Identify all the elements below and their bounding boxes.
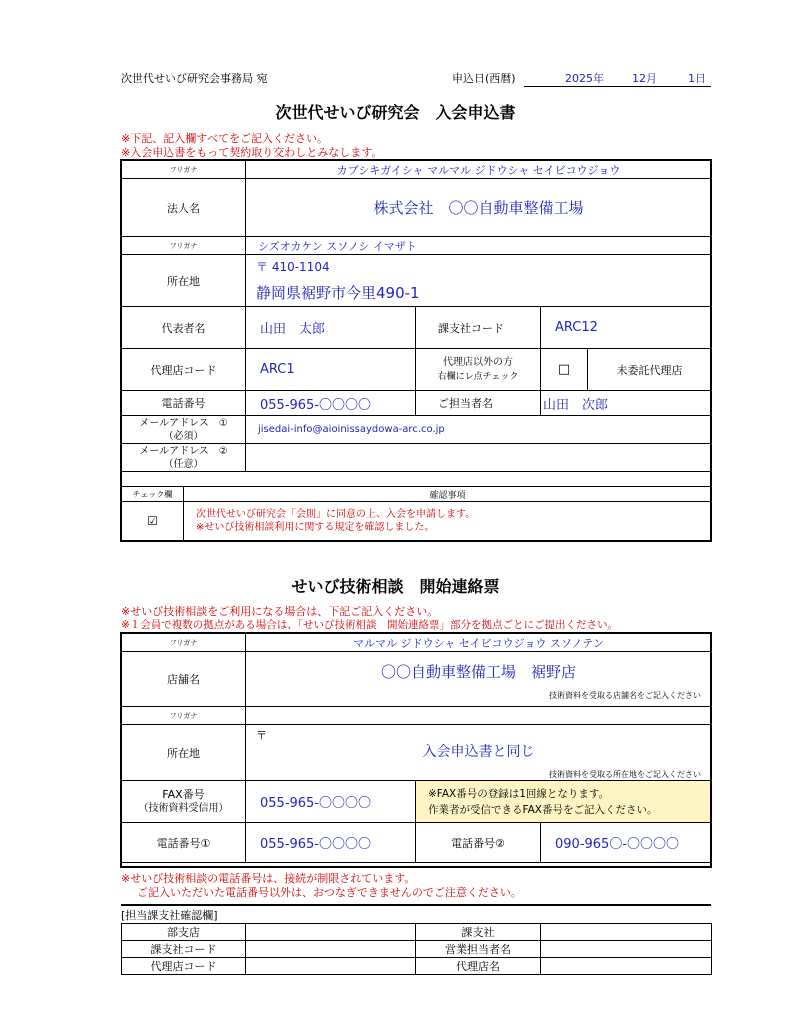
fax-note-line2: 作業者が受信できるFAX番号をご記入ください。 xyxy=(428,803,658,816)
address-field[interactable] xyxy=(246,255,712,307)
rep-label: 代表者名 xyxy=(122,307,246,349)
phone2-field[interactable]: 090-965〇-〇〇〇〇 xyxy=(541,823,712,863)
email2-field[interactable] xyxy=(246,444,712,472)
phone-label: 電話番号 xyxy=(122,391,246,416)
shop-postal-mark: 〒 xyxy=(256,729,267,742)
shop-furigana-label: フリガナ xyxy=(122,634,246,652)
date-year[interactable]: 2025年 xyxy=(565,72,604,85)
postal-code: 〒 410-1104 xyxy=(256,260,330,274)
agent-name-label: 代理店名 xyxy=(416,958,541,975)
section-field[interactable] xyxy=(541,924,712,941)
phone1-label: 電話番号① xyxy=(122,823,246,863)
staff-agent-code-label: 代理店コード xyxy=(122,958,246,975)
form2-note-2: ※１会員で複数の拠点がある場合は、「せいび技術相談 開始連絡票」部分を拠点ごとにご提出ください。 xyxy=(121,619,619,631)
fax-label-line2: （技術資料受信用） xyxy=(138,802,229,814)
corp-furigana-label: フリガナ xyxy=(122,161,246,179)
other-agent-label xyxy=(416,349,541,391)
date-month[interactable]: 12月 xyxy=(632,72,657,85)
sales-rep-label: 営業担当者名 xyxy=(416,941,541,958)
form1-note-2: ※入会申込書をもって契約取り交わしとみなします。 xyxy=(121,146,383,159)
confirm-line-1: 次世代せいび研究会「会則」に同意の上、入会を申請します。 xyxy=(196,509,476,520)
shop-label: 店舗名 xyxy=(122,652,246,707)
shop-address-note: 技術資料を受取る所在地をご記入ください xyxy=(549,770,702,779)
address-value: 静岡県裾野市今里490-1 xyxy=(256,284,420,302)
fax-note-line1: ※FAX番号の登録は1回線となります。 xyxy=(428,787,610,800)
email2-label-line2: （任意） xyxy=(163,458,204,470)
email2-label xyxy=(122,444,246,472)
staff-agent-code-field[interactable] xyxy=(246,958,416,975)
shop-note: 技術資料を受取る店舗名をご記入ください xyxy=(549,691,702,700)
staff-confirm-table xyxy=(121,923,712,975)
phone-field[interactable]: 055-965-〇〇〇〇 xyxy=(246,391,416,416)
corp-furigana-field[interactable]: カブシキガイシャ マルマル ジドウシャ セイビコウジョウ xyxy=(246,161,712,179)
section-label: 課支社 xyxy=(416,924,541,941)
agent-code-label: 代理店コード xyxy=(122,349,246,391)
corp-name-field[interactable]: 株式会社 〇〇自動車整備工場 xyxy=(246,179,712,237)
shop-name-field[interactable] xyxy=(246,652,712,707)
address-label: 所在地 xyxy=(122,255,246,307)
fax-field[interactable]: 055-965-〇〇〇〇 xyxy=(246,781,416,823)
other-agent-label-line2: 右欄にレ点チェック xyxy=(437,371,519,382)
email1-label-line1: メールアドレス ① xyxy=(139,417,228,429)
form2-footer-1: ※せいび技術相談の電話番号は、接続が制限されています。 xyxy=(121,872,416,885)
confirm-box-rule xyxy=(121,904,711,906)
form1-note-1: ※下記、記入欄すべてをご記入ください。 xyxy=(121,132,328,145)
phone1-field[interactable]: 055-965-〇〇〇〇 xyxy=(246,823,416,863)
other-agent-label-line1: 代理店以外の方 xyxy=(443,356,513,368)
shop-address-field[interactable] xyxy=(246,725,712,781)
check-col-label: チェック欄 xyxy=(122,487,184,502)
address-furigana-label: フリガナ xyxy=(122,237,246,255)
shop-furigana-field[interactable]: マルマル ジドウシャ セイビコウジョウ スソノテン xyxy=(246,634,712,652)
unentrusted-checkbox[interactable]: □ xyxy=(541,349,588,391)
shop-name-value: 〇〇自動車整備工場 裾野店 xyxy=(381,663,577,681)
branch-code-field[interactable]: ARC12 xyxy=(541,307,712,349)
branch-code-label: 課支社コード xyxy=(416,307,541,349)
address-furigana-field[interactable]: シズオカケン スソノシ イマザト xyxy=(246,237,712,255)
fax-label-line1: FAX番号 xyxy=(162,787,205,801)
agent-name-field[interactable] xyxy=(541,958,712,975)
addressee: 次世代せいび研究会事務局 宛 xyxy=(121,72,268,85)
email1-label xyxy=(122,416,246,444)
confirm-box-title: [担当課支社確認欄] xyxy=(121,909,218,922)
contact-name-field[interactable]: 山田 次郎 xyxy=(541,391,712,416)
shop-address-furigana-field[interactable] xyxy=(246,707,712,725)
date-day[interactable]: 1日 xyxy=(688,72,706,85)
phone2-label: 電話番号② xyxy=(416,823,541,863)
dept-label: 部支店 xyxy=(122,924,246,941)
date-underline xyxy=(524,86,711,87)
fax-note xyxy=(416,781,712,823)
confirm-col-label: 確認事項 xyxy=(184,487,712,502)
section-code-field[interactable] xyxy=(246,941,416,958)
form2-footer-2: ご記入いただいた電話番号以外は、おつなぎできませんのでご注意ください。 xyxy=(137,886,522,899)
fax-label xyxy=(122,781,246,823)
contact-label: ご担当者名 xyxy=(416,391,541,416)
email2-label-line1: メールアドレス ② xyxy=(139,445,228,457)
shop-address-label: 所在地 xyxy=(122,725,246,781)
form2-note-1: ※せいび技術相談をご利用になる場合は、下記ご記入ください。 xyxy=(121,605,439,618)
form2-title: せいび技術相談 開始連絡票 xyxy=(291,577,500,596)
confirm-table xyxy=(121,486,712,541)
agent-code-field[interactable]: ARC1 xyxy=(246,349,416,391)
corp-name-label: 法人名 xyxy=(122,179,246,237)
rep-name-field[interactable]: 山田 太郎 xyxy=(246,307,416,349)
confirm-line-2: ※せいび技術相談利用に関する規定を確認しました。 xyxy=(196,522,435,533)
confirm-text xyxy=(184,502,712,541)
shop-address-furigana-label: フリガナ xyxy=(122,707,246,725)
sales-rep-field[interactable] xyxy=(541,941,712,958)
section-code-label: 課支社コード xyxy=(122,941,246,958)
form1-title: 次世代せいび研究会 入会申込書 xyxy=(275,103,516,122)
agree-checkbox[interactable]: ☑ xyxy=(122,502,184,541)
email1-field[interactable]: jisedai-info@aioinissaydowa-arc.co.jp xyxy=(246,416,712,444)
email1-label-line2: （必須） xyxy=(163,430,204,442)
tech-consult-table xyxy=(121,633,712,863)
shop-address-value: 入会申込書と同じ xyxy=(422,744,535,760)
unentrusted-label: 未委託代理店 xyxy=(588,349,712,391)
membership-form-table xyxy=(121,160,712,472)
dept-field[interactable] xyxy=(246,924,416,941)
date-label: 申込日(西暦) xyxy=(452,72,516,85)
